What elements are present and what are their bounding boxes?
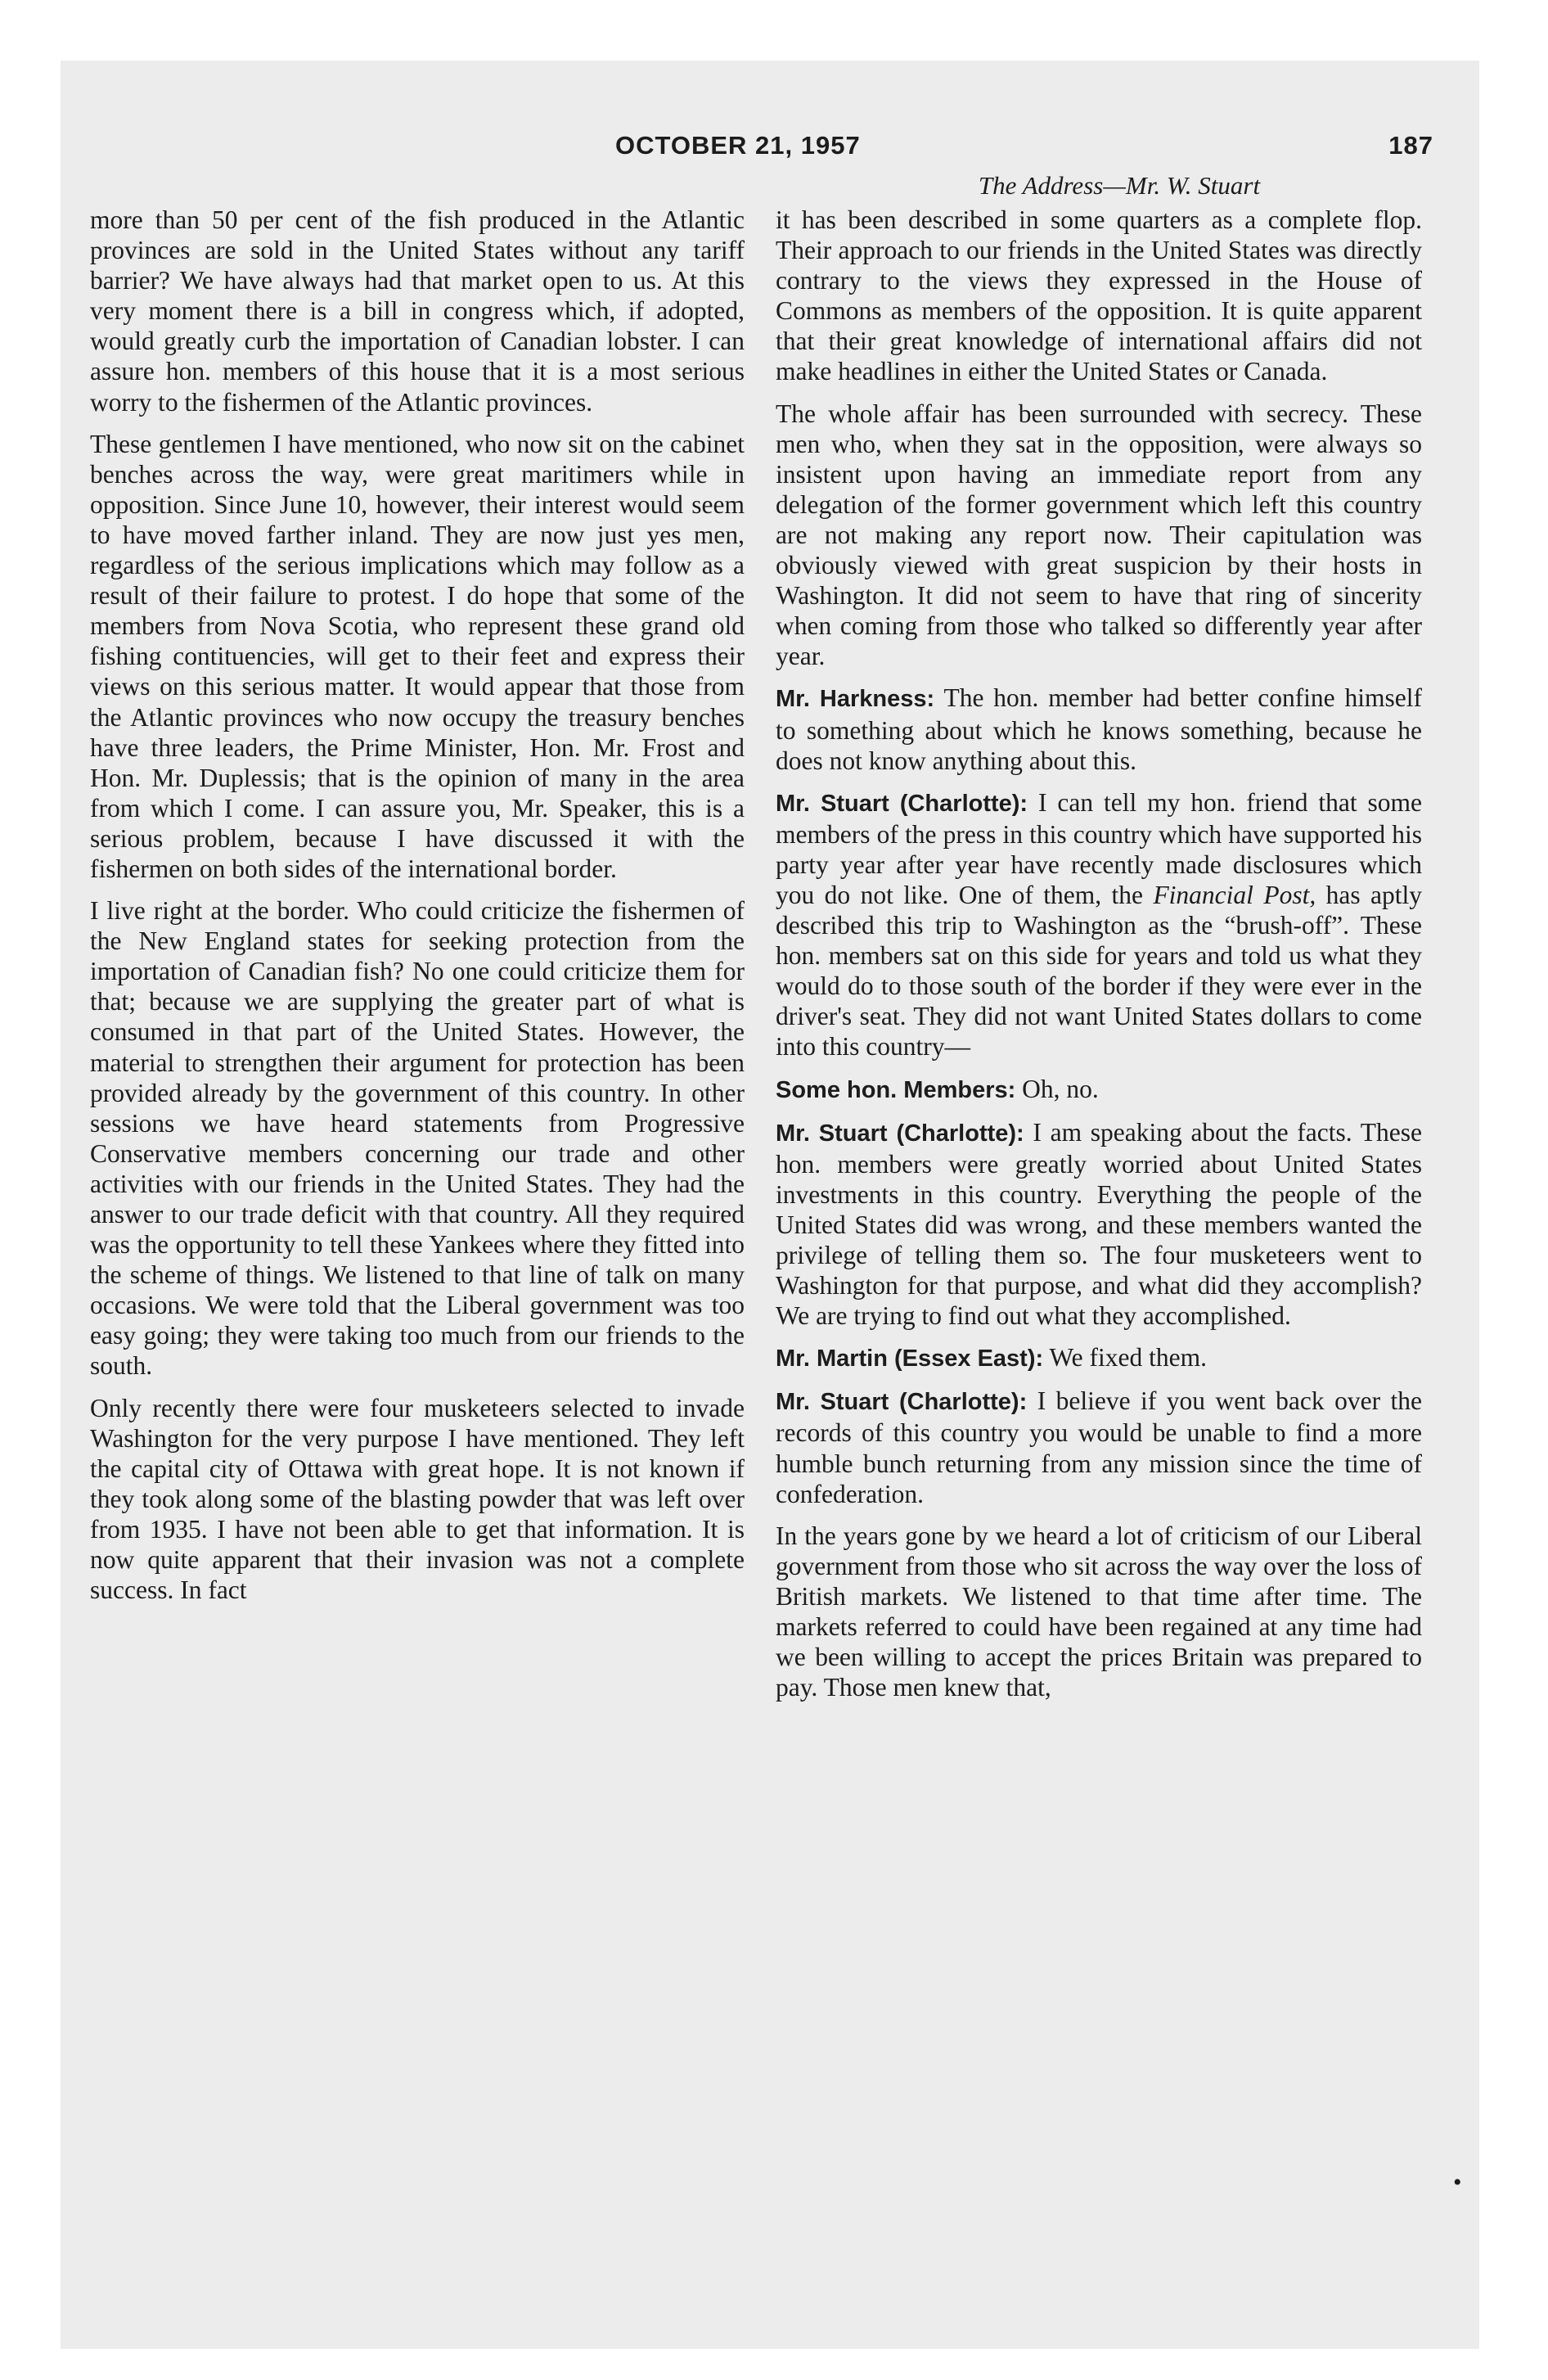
paragraph: These gentlemen I have mentioned, who now sit on the cabinet benches across the way, were great maritimers while in opposition. Since June 10, however, their interest would seem to have moved farther inland. They are now just yes men, regardless of the serious implications which may follow as a result of their failure to protest. I do hope that some of the members from Nova Scotia, who represent these grand old fishing contituencies, will get to their feet and express their views on this serious matter. It would appear that those from the Atlantic provinces who now occupy the treasury benches have three leaders, the Prime Minister, Hon. Mr. Frost and Hon. Mr. Duplessis; that is the opinion of many in the area from which I come. I can assure you, Mr. Speaker, this is a serious problem, because I have discussed it with the fishermen on both sides of the international border.	[90, 429, 745, 883]
paragraph: The whole affair has been surrounded with secrecy. These men who, when they sat in the opposition, were always so insistent upon having an immediate report from any delegation of the former government which left this country are not making any report now. Their capitulation was obviously viewed with great suspicion by their hosts in Washington. It did not seem to have that ring of sincerity when coming from those who talked so differently year after year.	[776, 399, 1422, 671]
page-header	[615, 131, 1433, 170]
speech-text: I can tell my hon. friend that some members of the press in this country which have supported his party year after year have recently made disclosures which you do not like. One of them, the	[776, 787, 1422, 909]
margin-mark: •	[1453, 2169, 1462, 2196]
speaker-name: Mr. Martin (Essex East):	[776, 1346, 1044, 1373]
speech-text: We fixed them.	[1049, 1343, 1207, 1373]
speaker-name: Some hon. Members:	[776, 1076, 1016, 1103]
speech	[776, 1386, 1422, 1508]
speech	[776, 1117, 1422, 1332]
paragraph: Only recently there were four musketeers selected to invade Washington for the very purpose I have mentioned. They left the capital city of Ottawa with great hope. It is not known if they took along some of the blasting powder that was left over from 1935. I have not been able to get that information. It is now quite apparent that their invasion was not a complete success. In fact	[90, 1393, 745, 1605]
speaker-name: Mr. Harkness:	[776, 686, 935, 713]
header-date: OCTOBER 21, 1957	[615, 131, 861, 160]
speech-text: The hon. member had better confine himself to something about which he knows something, because he does not know anything about this.	[776, 683, 1422, 775]
running-title: The Address—Mr. W. Stuart	[978, 171, 1261, 200]
speech	[776, 683, 1422, 775]
speech-text: has aptly described this trip to Washington as the “brush-off”. These hon. members sat on this side for years and told us what they would do to those south of the border if they were ever in the driver's seat. They did not want United States dollars to come into this country—	[776, 880, 1422, 1062]
speech	[776, 787, 1422, 1062]
speaker-name: Mr. Stuart (Charlotte):	[776, 1389, 1028, 1416]
paragraph: more than 50 per cent of the fish produced in the Atlantic provinces are sold in the United States without any tariff barrier? We have always had that market open to us. At this very moment there is a bill in congress which, if adopted, would greatly curb the importation of Canadian lobster. I can assure hon. members of this house that it is a most serious worry to the fishermen of the Atlantic provinces.	[90, 205, 745, 417]
publication-title: Financial Post,	[1153, 880, 1316, 909]
speaker-name: Mr. Stuart (Charlotte):	[776, 1120, 1024, 1147]
paragraph: it has been described in some quarters as a complete flop. Their approach to our friends in the United States was directly contrary to the views they expressed in the House of Commons as members of the opposition. It is quite apparent that their great knowledge of international affairs did not make headlines in either the United States or Canada.	[776, 205, 1422, 386]
page-number: 187	[1388, 131, 1433, 160]
speaker-name: Mr. Stuart (Charlotte):	[776, 790, 1028, 817]
paragraph: I live right at the border. Who could criticize the fishermen of the New England states for seeking protection from the importation of Canadian fish? No one could criticize them for that; because we are supplying the greater part of what is consumed in that part of the United States. However, the material to strengthen their argument for protection has been provided already by the government of this country. In other sessions we have heard statements from Progressive Conservative members concerning our trade and other activities with our friends in the United States. They had the answer to our trade deficit with that country. All they required was the opportunity to tell these Yankees where they fitted into the scheme of things. We listened to that line of talk on many occasions. We were told that the Liberal government was too easy going; they were taking too much from our friends to the south.	[90, 896, 745, 1381]
speech	[776, 1074, 1422, 1106]
speech	[776, 1342, 1422, 1374]
paragraph: In the years gone by we heard a lot of criticism of our Liberal government from those who sit across the way over the loss of British markets. We listened to that time after time. The markets referred to could have been regained at any time had we been willing to accept the prices Britain was prepared to pay. Those men knew that,	[776, 1521, 1422, 1702]
left-column	[90, 205, 745, 1616]
speech-text: Oh, no.	[1022, 1074, 1099, 1103]
right-column	[776, 205, 1422, 1714]
speech-text: I am speaking about the facts. These hon. members were greatly worried about United States investments in this country. Everything the people of the United States did was wrong, and these members wanted the privilege of telling them so. The four musketeers went to Washington for that purpose, and what did they accomplish? We are trying to find out what they accomplished.	[776, 1117, 1422, 1331]
speech-text: I believe if you went back over the records of this country you would be unable to find a more humble bunch returning from any mission since the time of confederation.	[776, 1386, 1423, 1508]
